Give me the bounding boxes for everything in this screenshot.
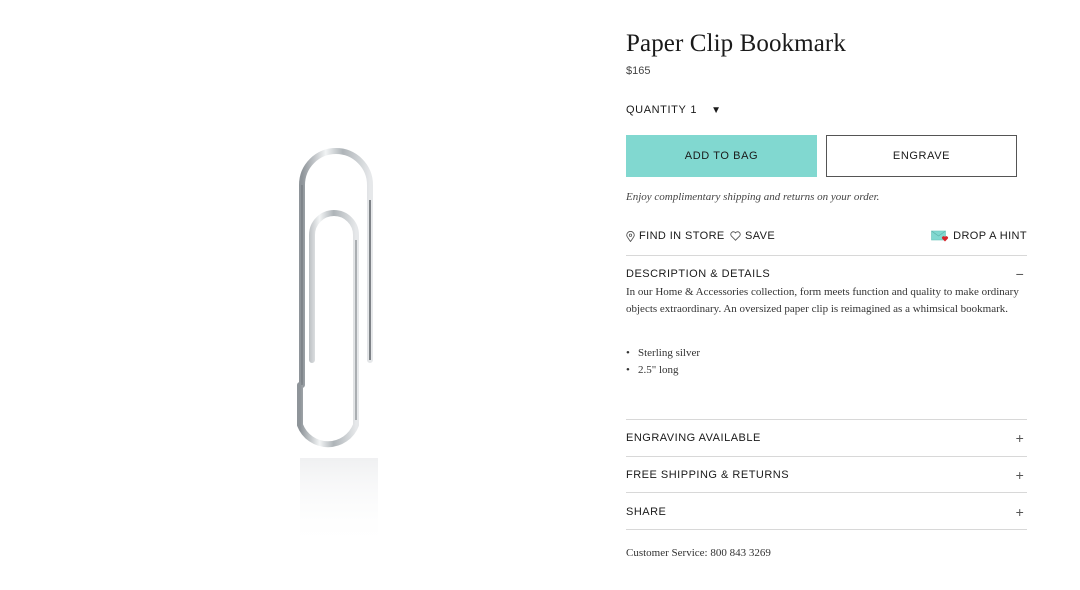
quantity-selector[interactable] [626,104,722,116]
quantity-value: 1 [690,104,698,116]
divider [626,456,1027,457]
collapse-icon: − [1015,266,1025,282]
description-text: In our Home & Accessories collection, form meets function and quality to make ordinary objects extraordinary. An oversized paper clip is reimagined as a whimsical bookmark. [626,286,1019,315]
save-link[interactable] [730,230,775,242]
engraving-available-header[interactable] [626,430,1027,446]
details-list [626,345,700,378]
list-item: • Sterling silver [626,345,700,362]
caret-down-icon: ▼ [711,104,722,116]
share-label: SHARE [626,506,667,518]
divider [626,255,1027,256]
engrave-button[interactable]: ENGRAVE [826,135,1017,177]
product-price: $165 [626,65,651,77]
product-title: Paper Clip Bookmark [626,30,846,57]
heart-icon [730,231,741,241]
location-pin-icon [626,231,635,242]
free-shipping-returns-header[interactable] [626,467,1027,483]
divider [626,529,1027,530]
expand-icon: + [1015,430,1025,446]
quantity-label: QUANTITY [626,104,687,116]
add-to-bag-button[interactable]: ADD TO BAG [626,135,817,177]
description-details-header[interactable] [626,266,1027,282]
shipping-note: Enjoy complimentary shipping and returns on your order. [626,191,880,203]
customer-service: Customer Service: 800 843 3269 [626,547,771,559]
save-label: SAVE [745,230,776,242]
hint-envelope-icon [931,230,949,242]
drop-a-hint-link[interactable] [931,230,1027,242]
engraving-available-label: ENGRAVING AVAILABLE [626,432,761,444]
list-item: • 2.5" long [626,362,700,379]
divider [626,492,1027,493]
divider [626,419,1027,420]
expand-icon: + [1015,467,1025,483]
find-in-store-link[interactable] [626,230,725,242]
expand-icon: + [1015,504,1025,520]
product-actions [626,230,1027,244]
free-shipping-returns-label: FREE SHIPPING & RETURNS [626,469,790,481]
share-header[interactable] [626,504,1027,520]
paper-clip-image [280,140,400,550]
find-in-store-label: FIND IN STORE [639,230,725,242]
description-details-label: DESCRIPTION & DETAILS [626,268,771,280]
drop-a-hint-label: DROP A HINT [953,230,1027,242]
